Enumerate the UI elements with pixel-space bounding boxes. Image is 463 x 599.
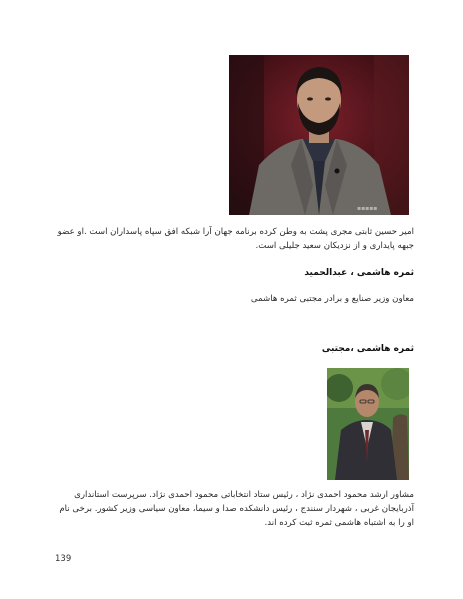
- heading-mojtaba: ثمره هاشمی ،مجتبی: [321, 344, 414, 354]
- caption-sabeti: امیر حسین ثابتی مجری پشت به وطن کرده برنامه جهان آرا شبکه افق سپاه پاسداران است .او عضو جبهه پایداری و از نزدیکان سعید جلیلی است.: [57, 227, 414, 251]
- heading-abdolhamid: ثمره هاشمی ، عبدالحمید: [304, 268, 414, 278]
- page-number: 139: [55, 554, 72, 564]
- portrait-photo-mojtaba: [327, 368, 409, 480]
- svg-text:▪▪▪▪▪: ▪▪▪▪▪: [357, 205, 378, 212]
- portrait-photo-sabeti: [229, 55, 409, 215]
- body-mojtaba: مشاور ارشد محمود احمدی نژاد ، رئیس ستاد انتخاباتی محمود احمدی نژاد. سرپرست استانداری آذربایجان غربی ، شهردار سنندج ، رئیس دانشکده صدا و سیما، معاون سیاسی وزیر کشور. برخی نام او را به اشتباه هاشمی ثمره ثبت کرده اند.: [59, 490, 414, 528]
- body-abdolhamid: معاون وزیر صنایع و برادر مجتبی ثمره هاشمی: [250, 294, 414, 304]
